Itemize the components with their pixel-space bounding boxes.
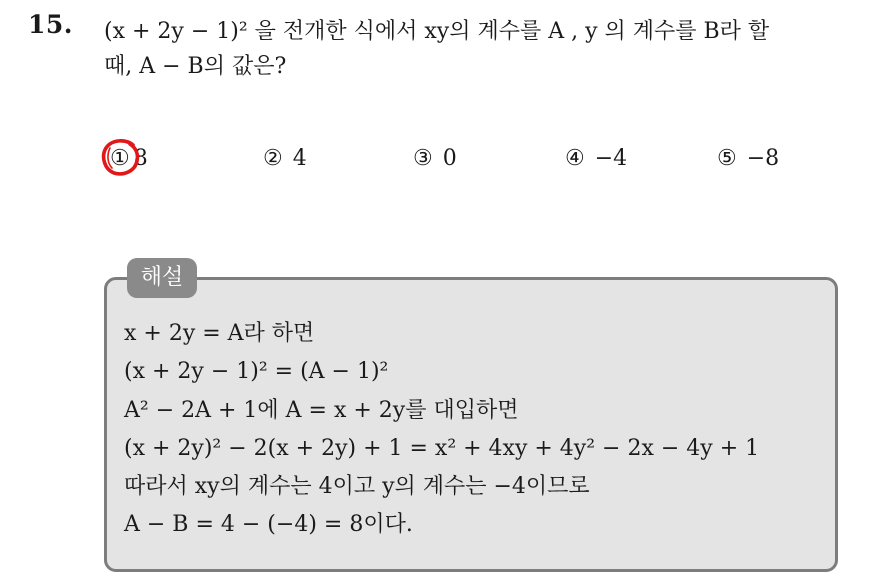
question-line-1: (x + 2y − 1)² 을 전개한 식에서 xy의 계수를 A , y 의 계수를 B라 할 xyxy=(104,19,770,44)
solution-line-4: (x + 2y)² − 2(x + 2y) + 1 = x² + 4xy + 4y² − 2x − 4y + 1 xyxy=(124,435,760,461)
choice-3-value: 0 xyxy=(442,146,457,171)
solution-tag: 해설 xyxy=(127,258,197,298)
choice-3[interactable] xyxy=(413,143,457,175)
solution-body xyxy=(124,315,824,545)
choice-2[interactable] xyxy=(263,143,307,175)
choice-2-mark: ② xyxy=(263,146,283,171)
choice-5-mark: ⑤ xyxy=(717,146,737,171)
answer-circle-mark xyxy=(100,136,142,178)
choice-2-value: 4 xyxy=(292,146,307,171)
solution-line-3: A² − 2A + 1에 A = x + 2y를 대입하면 xyxy=(124,397,519,423)
choice-4-value: −4 xyxy=(594,146,628,171)
solution-line-6: A − B = 4 − (−4) = 8이다. xyxy=(124,512,413,538)
solution-line-2: (x + 2y − 1)² = (A − 1)² xyxy=(124,359,389,385)
choice-1-value: 8 xyxy=(133,146,148,171)
choice-5[interactable] xyxy=(717,143,779,175)
solution-line-1: x + 2y = A라 하면 xyxy=(124,321,315,346)
solution-line-5: 따라서 xy의 계수는 4이고 y의 계수는 −4이므로 xyxy=(124,474,590,500)
choice-3-mark: ③ xyxy=(413,146,433,171)
choice-4[interactable] xyxy=(565,143,627,175)
choice-1-mark: ① xyxy=(110,146,130,171)
question-number: 15. xyxy=(28,10,73,39)
choice-4-mark: ④ xyxy=(565,146,585,171)
question-line-2: 때, A − B의 값은? xyxy=(104,54,287,79)
choice-5-value: −8 xyxy=(746,146,780,171)
question-text xyxy=(104,14,864,84)
